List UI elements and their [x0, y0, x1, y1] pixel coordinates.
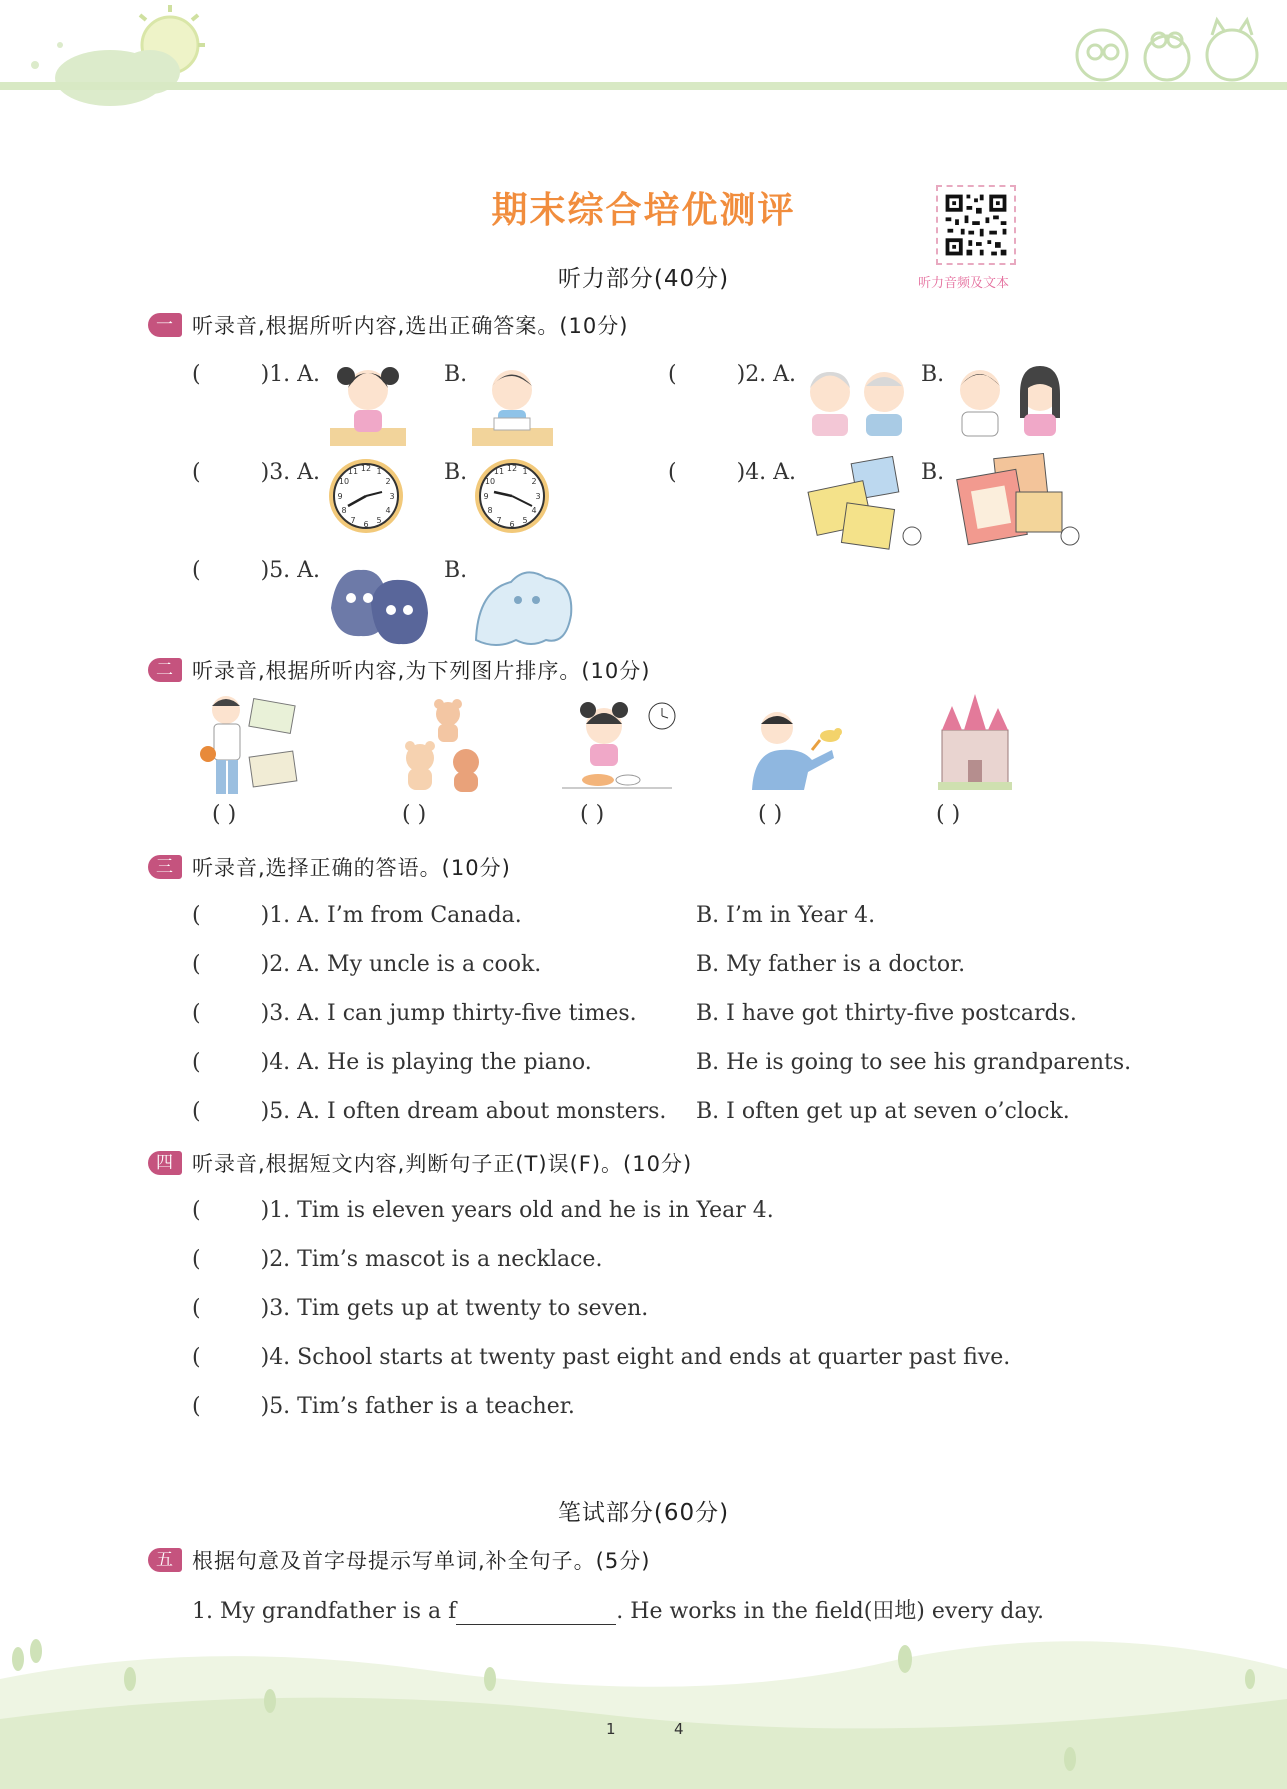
section-text: 听录音,根据短文内容,判断句子正(T)误(F)。(10分) — [192, 1152, 693, 1176]
section-text: 听录音,根据所听内容,为下列图片排序。(10分) — [192, 659, 651, 683]
s1-q4: ( )4. A. — [668, 460, 797, 485]
svg-text:3: 3 — [389, 492, 395, 501]
s3-q1-b: B. I’m in Year 4. — [696, 903, 876, 928]
clock-b-image — [472, 456, 552, 536]
svg-text:12: 12 — [506, 464, 518, 473]
s4-q2: ( )2. Tim’s mascot is a necklace. — [192, 1247, 603, 1272]
page-number-right: 4 — [674, 1720, 684, 1738]
s3-q2: ( )2. A. My uncle is a cook. — [192, 952, 542, 977]
section-badge: 五 — [148, 1548, 182, 1572]
svg-text:4: 4 — [531, 506, 537, 515]
svg-text:5: 5 — [376, 516, 382, 525]
section-badge: 三 — [148, 855, 182, 879]
s1-q3-b: B. — [444, 460, 468, 485]
svg-text:6: 6 — [509, 520, 515, 529]
qr-code-icon[interactable] — [936, 185, 1016, 265]
girl-breakfast-image — [558, 696, 676, 792]
section-3-heading — [148, 852, 511, 882]
grandparents-image — [802, 358, 912, 438]
boy-reading-image — [470, 358, 555, 448]
svg-text:9: 9 — [483, 492, 489, 501]
section-1-heading — [148, 310, 628, 340]
ghost-image — [466, 560, 581, 650]
monsters-image — [326, 558, 436, 648]
clock-a-image — [326, 456, 406, 536]
svg-text:8: 8 — [487, 506, 493, 515]
s4-q3: ( )3. Tim gets up at twenty to seven. — [192, 1296, 649, 1321]
s2-answer-5[interactable]: ( ) — [936, 802, 961, 827]
section-badge: 二 — [148, 658, 182, 682]
s1-q1: ( )1. A. — [192, 362, 321, 387]
section-4-heading — [148, 1148, 692, 1178]
s1-q4-b: B. — [921, 460, 945, 485]
page-number-left: 1 — [606, 1720, 616, 1738]
section-badge: 四 — [148, 1151, 182, 1175]
s1-q1-b: B. — [444, 362, 468, 387]
girl-writing-image — [328, 358, 408, 448]
cloud-sun-decoration — [20, 0, 210, 120]
svg-text:7: 7 — [496, 516, 502, 525]
section-5-heading — [148, 1545, 650, 1575]
s2-answer-2[interactable]: ( ) — [402, 802, 427, 827]
s3-q3: ( )3. A. I can jump thirty-five times. — [192, 1001, 637, 1026]
svg-text:9: 9 — [337, 492, 343, 501]
animal-heads-decoration — [1067, 10, 1267, 90]
s1-q5: ( )5. A. — [192, 558, 321, 583]
parents-image — [948, 358, 1073, 438]
landscape-decoration — [0, 1619, 1287, 1789]
svg-text:12: 12 — [360, 464, 372, 473]
s1-q3: ( )3. A. — [192, 460, 321, 485]
s3-q5: ( )5. A. I often dream about monsters. — [192, 1099, 667, 1124]
s2-answer-1[interactable]: ( ) — [212, 802, 237, 827]
svg-text:4: 4 — [385, 506, 391, 515]
svg-text:3: 3 — [535, 492, 541, 501]
svg-text:2: 2 — [531, 477, 537, 486]
section-text: 听录音,选择正确的答语。(10分) — [192, 856, 511, 880]
svg-text:6: 6 — [363, 520, 369, 529]
s2-answer-3[interactable]: ( ) — [580, 802, 605, 827]
section-text: 根据句意及首字母提示写单词,补全句子。(5分) — [192, 1549, 651, 1573]
svg-text:2: 2 — [385, 477, 391, 486]
s4-q5: ( )5. Tim’s father is a teacher. — [192, 1394, 575, 1419]
qr-label: 听力音频及文本 — [918, 276, 1010, 291]
section-badge: 一 — [148, 313, 182, 337]
s4-q4: ( )4. School starts at twenty past eight and ends at quarter past five. — [192, 1345, 1011, 1370]
s1-q5-b: B. — [444, 558, 468, 583]
section-text: 听录音,根据所听内容,选出正确答案。(10分) — [192, 314, 629, 338]
svg-text:10: 10 — [484, 477, 496, 486]
s1-q2: ( )2. A. — [668, 362, 797, 387]
svg-text:8: 8 — [341, 506, 347, 515]
s2-answer-4[interactable]: ( ) — [758, 802, 783, 827]
stamps-image — [956, 452, 1084, 552]
svg-text:11: 11 — [347, 467, 359, 476]
writing-heading: 笔试部分(60分) — [557, 1500, 730, 1526]
man-parrot-image — [742, 706, 852, 790]
svg-text:1: 1 — [376, 467, 382, 476]
section-2-heading — [148, 655, 650, 685]
svg-text:11: 11 — [493, 467, 505, 476]
s4-q1: ( )1. Tim is eleven years old and he is in Year 4. — [192, 1198, 774, 1223]
boy-postcards-image — [196, 692, 300, 800]
s3-q4: ( )4. A. He is playing the piano. — [192, 1050, 592, 1075]
svg-text:10: 10 — [338, 477, 350, 486]
s1-q2-b: B. — [921, 362, 945, 387]
teddy-bears-image — [398, 696, 488, 796]
s3-q5-b: B. I often get up at seven o’clock. — [696, 1099, 1070, 1124]
s3-q4-b: B. He is going to see his grandparents. — [696, 1050, 1132, 1075]
svg-text:7: 7 — [350, 516, 356, 525]
s5-q1: 1. My grandfather is a f . He works in the field(田地) every day. — [192, 1599, 1044, 1624]
s3-q3-b: B. I have got thirty-five postcards. — [696, 1001, 1077, 1026]
s3-q1: ( )1. A. I’m from Canada. — [192, 903, 522, 928]
svg-text:5: 5 — [522, 516, 528, 525]
cards-image — [804, 456, 924, 552]
svg-text:1: 1 — [522, 467, 528, 476]
s3-q2-b: B. My father is a doctor. — [696, 952, 966, 977]
page-title: 期末综合培优测评 — [491, 189, 796, 231]
listening-heading: 听力部分(40分) — [557, 266, 730, 292]
castle-image — [938, 690, 1012, 790]
